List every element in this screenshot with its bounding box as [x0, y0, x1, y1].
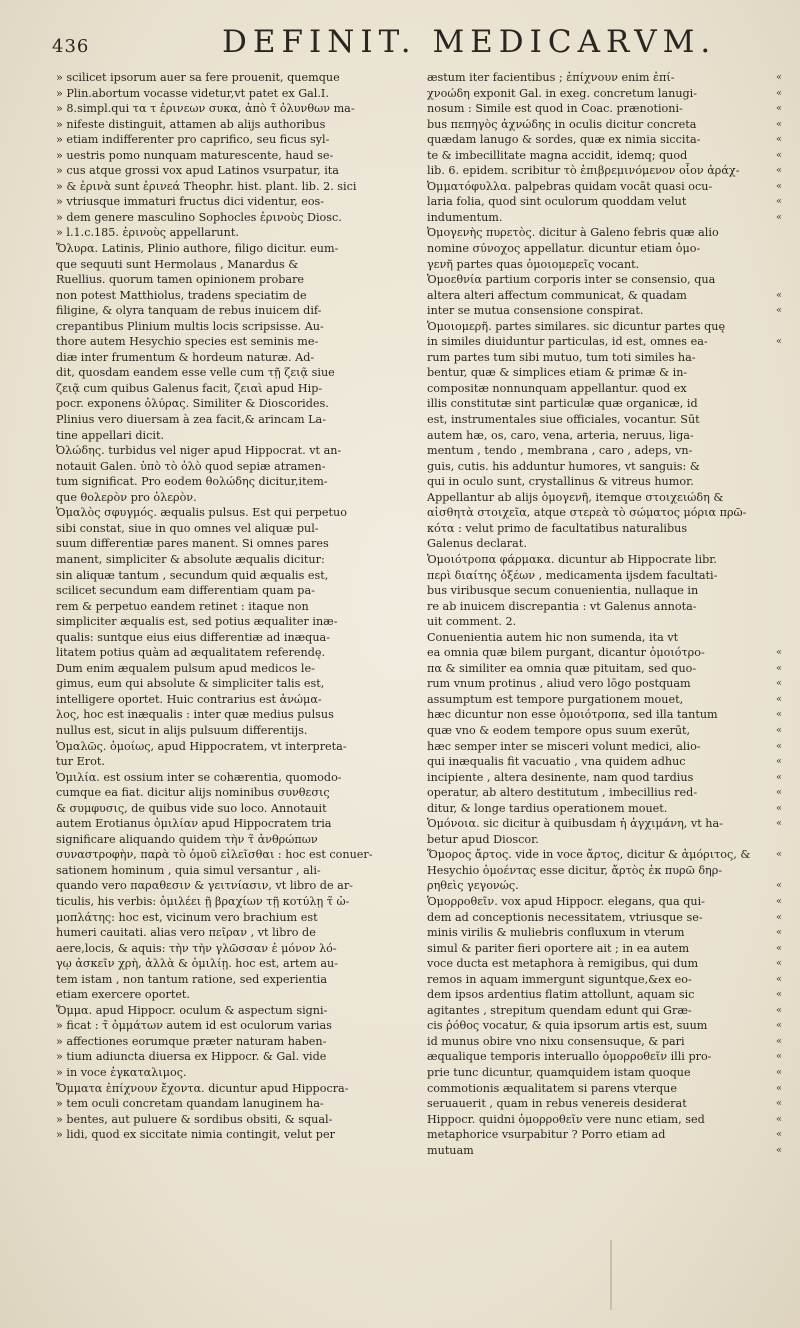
- margin-mark: [776, 521, 798, 537]
- text-line: crepantibus Plinium multis locis scripsisse. Au-: [56, 319, 324, 333]
- margin-mark: «: [776, 165, 783, 177]
- text-line: Hesychio ὁμοέντας esse dicitur, ἄρτὸς ἐκ πυρῶ δηρ-: [427, 863, 723, 877]
- text-line: » lidi, quod ex siccitate nimia contingit, velut per: [56, 1128, 335, 1142]
- text-line: simpliciter æqualis est, sed potius æqualiter inæ-: [56, 615, 338, 629]
- text-line: » etiam indifferenter pro caprifico, seu ficus syl-: [56, 133, 330, 147]
- margin-mark: «: [776, 336, 783, 348]
- text-line: suum differentiæ pares manent. Si omnes pares: [56, 537, 329, 551]
- text-line: πα & similiter ea omnia quæ pituitam, sed quo-: [427, 661, 697, 675]
- text-line: Galenus declarat.: [427, 537, 527, 551]
- page-header: [52, 18, 770, 62]
- text-line: dem ipsos ardentius flatim attollunt, aquam sic: [427, 988, 695, 1002]
- text-line: Ὅμορος ἄρτος. vide in voce ἄρτος, dicitur & ἀμόριτος, &: [427, 848, 751, 862]
- margin-mark: «: [776, 1098, 783, 1110]
- text-line: uit comment. 2.: [427, 615, 517, 629]
- text-line: humeri cauitati. alias vero πεῖραν , vt libro de: [56, 926, 316, 940]
- margin-mark: [776, 505, 798, 521]
- text-line: » bentes, aut puluere & sordibus obsiti, & squal-: [56, 1112, 333, 1126]
- text-line: » in voce ἐγκαταλιμος.: [56, 1066, 187, 1079]
- margin-mark: «: [776, 149, 783, 161]
- text-line: lib. 6. epidem. scribitur τὸ ἐπιβρεμινόμενον οἷον ἀράχ-: [427, 164, 740, 178]
- margin-mark: «: [776, 662, 783, 674]
- margin-mark: [776, 459, 798, 475]
- text-line: » tium adiuncta diuersa ex Hippocr. & Gal. vide: [56, 1050, 327, 1064]
- margin-mark: [776, 257, 798, 273]
- right-margin-quote-marks: [776, 70, 798, 1320]
- text-line: æqualique temporis interuallo ὁμορροθεῖν illi pro-: [427, 1050, 712, 1064]
- text-line: gimus, eum qui absolute & simpliciter talis est,: [56, 677, 325, 691]
- text-line: operatur, ab altero destitutum , imbecillius red-: [427, 786, 698, 800]
- text-line: nomine σύνοχος appellatur. dicuntur etiam ὁμο-: [427, 242, 701, 256]
- margin-mark: «: [776, 1113, 783, 1125]
- text-line: γενῆ partes quas ὁμοιομερεῖς vocant.: [427, 257, 640, 271]
- text-line: χνοώδη exponit Gal. in exeg. concretum lanugi-: [427, 86, 698, 100]
- text-line: scilicet secundum eam differentiam quam pa-: [56, 584, 315, 598]
- text-line: litatem potius quàm ad æqualitatem referendę.: [56, 646, 326, 660]
- margin-mark: [776, 241, 798, 257]
- text-line: tine appellari dicit.: [56, 428, 165, 442]
- margin-mark: «: [776, 771, 783, 783]
- margin-mark: «: [776, 72, 783, 83]
- text-line: hæc semper inter se misceri volunt medici, alio-: [427, 739, 701, 753]
- margin-mark: «: [776, 927, 783, 939]
- margin-mark: «: [776, 880, 783, 892]
- text-line: γῳ ἀσκεῖν χρὴ, ἀλλὰ & ὁμιλίῃ. hoc est, artem au-: [56, 957, 338, 971]
- margin-mark: [776, 319, 798, 335]
- margin-mark: «: [776, 1035, 783, 1047]
- text-line: » ficat : τ̃ ὀμμάτων autem id est oculorum varias: [56, 1019, 332, 1033]
- text-line: hæc dicuntur non esse ὁμοιότροπα, sed illa tantum: [427, 708, 718, 722]
- text-line: Ὄμμα. apud Hippocr. oculum & aspectum signi-: [56, 1003, 328, 1017]
- text-line: aere,locis, & aquis: τὴν τὴν γλῶσσαν ἐ μόνον λό-: [56, 941, 337, 955]
- text-line: αἰσθητὰ στοιχεῖα, atque στερεὰ τὸ σώματος μόρια πρῶ-: [427, 506, 747, 520]
- text-line: Dum enim æqualem pulsum apud medicos le-: [56, 661, 315, 675]
- text-line: nosum : Simile est quod in Coac. prænotioni-: [427, 102, 683, 116]
- margin-mark: «: [776, 989, 783, 1001]
- margin-mark: «: [776, 942, 783, 954]
- text-line: quando vero παραθεσιν & γειτνίασιν, vt libro de ar-: [56, 879, 353, 893]
- text-line: Ὄλυρα. Latinis, Plinio authore, filigo dicitur. eum-: [56, 242, 339, 256]
- text-line: tem istam , non tantum ratione, sed experientia: [56, 972, 328, 986]
- text-line: significare aliquando quidem τὴν τ̃ ἀνθρώπων: [56, 832, 318, 846]
- text-line: notauit Galen. ὑπὸ τὸ ὀλὸ quod sepiæ atramen-: [56, 459, 326, 473]
- text-line: simul & pariter fieri oportere ait ; in ea autem: [427, 941, 690, 955]
- text-line: est, instrumentales siue officiales, vocantur. Sūt: [427, 413, 700, 427]
- text-line: manent, simpliciter & absolute æqualis dicitur:: [56, 552, 325, 566]
- right-column: [427, 70, 773, 1320]
- margin-mark: [776, 630, 798, 646]
- margin-mark: [776, 832, 798, 848]
- text-line: » uestris pomo nunquam maturescente, haud se-: [56, 148, 334, 162]
- margin-mark: «: [776, 756, 783, 768]
- text-line: cis ῥόθος vocatur, & quia ipsorum artis est, suum: [427, 1019, 708, 1033]
- text-line: qualis: suntque eius eius differentiæ ad inæqua-: [56, 630, 330, 644]
- text-line: ticulis, his verbis: ὁμιλέει ῇ βραχίων τῇ κοτύλῃ τ̃ ὠ-: [56, 894, 350, 908]
- text-line: ρηθεὶς γεγονώς.: [427, 879, 519, 893]
- text-line: te & imbecillitate magna accidit, idemq; quod: [427, 148, 688, 162]
- text-line: » nifeste distinguit, attamen ab alijs authoribus: [56, 117, 326, 131]
- margin-mark: [776, 474, 798, 490]
- text-line: λος, hoc est inæqualis : inter quæ medius pulsus: [56, 708, 334, 722]
- text-line: » Plin.abortum vocasse videtur,vt patet ex Gal.I.: [56, 86, 329, 100]
- text-line: mentum , tendo , membrana , caro , adeps, vn-: [427, 444, 693, 458]
- margin-mark: «: [776, 802, 783, 814]
- text-line: » l.1.c.185. ἐρινοὺς appellarunt.: [56, 226, 239, 240]
- margin-mark: [776, 583, 798, 599]
- text-line: laria folia, quod sint oculorum quoddam velut: [427, 195, 687, 209]
- text-line: συναστροφὴν, παρὰ τὸ ὁμοῦ εἰλεῖσθαι : hoc est conuer-: [56, 848, 373, 862]
- text-line: pocr. exponens ὀλύρας. Similiter & Dioscorides.: [56, 397, 329, 411]
- text-line: commotionis æqualitatem si parens vterque: [427, 1081, 677, 1095]
- text-line: altera alteri affectum communicat, & quadam: [427, 288, 687, 302]
- margin-mark: «: [776, 1004, 783, 1016]
- text-line: cumque ea fiat. dicitur alijs nominibus συνθεσις: [56, 786, 330, 800]
- text-line: Ὀμματόφυλλα. palpebras quidam vocāt quasi ocu-: [427, 179, 713, 193]
- text-line: assumptum est tempore purgationem mouet,: [427, 692, 684, 706]
- text-line: incipiente , altera desinente, nam quod tardius: [427, 770, 694, 784]
- text-line: sationem hominum , quia simul versantur , ali-: [56, 863, 321, 877]
- text-line: quæ vno & eodem tempore opus suum exerūt,: [427, 723, 691, 737]
- text-line: compositæ nonnunquam appellantur. quod ex: [427, 381, 687, 395]
- margin-mark: [776, 381, 798, 397]
- text-line: minis virilis & muliebris confluxum in vterum: [427, 926, 685, 940]
- margin-mark: «: [776, 305, 783, 317]
- text-line: » vtriusque immaturi fructus dici videntur, eos-: [56, 195, 325, 209]
- margin-mark: «: [776, 740, 783, 752]
- text-line: περὶ διαίτης ὀξέων , medicamenta ijsdem facultati-: [427, 568, 718, 582]
- text-line: quædam lanugo & sordes, quæ ex nimia siccita-: [427, 133, 701, 147]
- text-line: Ὀλώδης. turbidus vel niger apud Hippocrat. vt an-: [56, 444, 342, 458]
- text-line: autem Erotianus ὁμιλίαν apud Hippocratem tria: [56, 817, 332, 831]
- margin-mark: «: [776, 709, 783, 721]
- text-line: thore autem Hesychio species est seminis me-: [56, 335, 319, 349]
- text-line: que θολερὸν pro ὀλερὸν.: [56, 490, 197, 504]
- margin-mark: «: [776, 1082, 783, 1094]
- text-line: guis, cutis. his adduntur humores, vt sanguis: &: [427, 459, 700, 473]
- text-line: intelligere oportet. Huic contrarius est ἀνώμα-: [56, 692, 322, 706]
- text-line: dit, quosdam eandem esse velle cum τῇ ζειᾷ siue: [56, 366, 335, 380]
- text-line: inter se mutua consensione conspirat.: [427, 304, 644, 318]
- margin-mark: «: [776, 647, 783, 659]
- margin-mark: «: [776, 958, 783, 970]
- text-line: æstum iter facientibus ; ἐπίχνουν enim ἐπί-: [427, 71, 675, 84]
- margin-mark: «: [776, 693, 783, 705]
- text-line: re ab inuicem discrepantia : vt Galenus annota-: [427, 599, 697, 613]
- margin-mark: «: [776, 1020, 783, 1032]
- text-line: Ὁμαλῶς. ὁμοίως, apud Hippocratem, vt interpreta-: [56, 739, 347, 753]
- text-line: μοπλάτης: hoc est, vicinum vero brachium est: [56, 910, 318, 924]
- margin-mark: «: [776, 289, 783, 301]
- text-line: Ὁμοιομερῆ. partes similares. sic dicuntur partes quę: [427, 319, 726, 333]
- text-line: Ὁμαλὸς σφυγμός. æqualis pulsus. Est qui perpetuo: [56, 506, 347, 520]
- margin-mark: «: [776, 895, 783, 907]
- margin-mark: «: [776, 1051, 783, 1063]
- text-line: in similes diuiduntur particulas, id est, omnes ea-: [427, 335, 708, 349]
- margin-mark: [776, 536, 798, 552]
- text-line: rum partes tum sibi mutuo, tum toti similes ha-: [427, 350, 696, 364]
- text-line: remos in aquam immergunt siguntque,&ex eo-: [427, 972, 692, 986]
- text-line: bus viribusque secum conuenientia, nullaque in: [427, 584, 699, 598]
- running-title: DEFINIT. MEDICARVM.: [222, 24, 717, 60]
- text-line: Ὁμορροθεῖν. vox apud Hippocr. elegans, qua qui-: [427, 894, 705, 908]
- margin-mark: [776, 396, 798, 412]
- text-line: betur apud Dioscor.: [427, 832, 539, 846]
- margin-mark: [776, 272, 798, 288]
- text-line: » scilicet ipsorum auer sa fere prouenit, quemque: [56, 71, 340, 84]
- text-line: Conuenientia autem hic non sumenda, ita vt: [427, 630, 679, 644]
- text-line: ditur, & longe tardius operationem mouet.: [427, 801, 668, 815]
- text-line: Ὀμογενὴς πυρετὸς. dicitur à Galeno febris quæ alio: [427, 226, 719, 240]
- margin-mark: «: [776, 87, 783, 99]
- text-line: id munus obire vno nixu consensuque, & pari: [427, 1034, 685, 1048]
- margin-mark: «: [776, 849, 783, 861]
- margin-mark: «: [776, 724, 783, 736]
- text-line: nullus est, sicut in alijs pulsuum differentijs.: [56, 723, 308, 737]
- margin-mark: [776, 863, 798, 879]
- margin-mark: «: [776, 180, 783, 192]
- margin-mark: «: [776, 787, 783, 799]
- text-line: rem & perpetuo eandem retinet : itaque non: [56, 599, 309, 613]
- text-line: tum significat. Pro eodem θολώδης dicitur,item-: [56, 475, 328, 489]
- margin-mark: «: [776, 678, 783, 690]
- text-line: ea omnia quæ bilem purgant, dicantur ὁμοιότρο-: [427, 646, 705, 660]
- margin-mark: «: [776, 196, 783, 208]
- margin-mark: [776, 443, 798, 459]
- margin-mark: «: [776, 911, 783, 923]
- text-line: qui inæqualis fit vacuatio , vna quidem adhuc: [427, 755, 686, 769]
- text-line: seruauerit , quam in rebus venereis desiderat: [427, 1097, 687, 1111]
- text-line: filigine, & olyra tanquam de rebus inuicem dif-: [56, 304, 322, 318]
- text-line: tur Erot.: [56, 755, 105, 769]
- text-line: κότα : velut primo de facultatibus naturalibus: [427, 521, 688, 535]
- margin-mark: «: [776, 103, 783, 115]
- text-line: illis constitutæ sint particulæ quæ organicæ, id: [427, 397, 698, 411]
- margin-mark: «: [776, 134, 783, 146]
- margin-mark: [776, 490, 798, 506]
- text-line: Ὁμοεθνία partium corporis inter se consensio, qua: [427, 273, 716, 287]
- margin-mark: [776, 599, 798, 615]
- text-line: sibi constat, siue in quo omnes vel aliquæ pul-: [56, 521, 319, 535]
- margin-mark: «: [776, 818, 783, 830]
- text-line: indumentum.: [427, 210, 503, 224]
- text-line: dem ad conceptionis necessitatem, vtriusque se-: [427, 910, 703, 924]
- text-line: autem hæ, os, caro, vena, arteria, neruus, liga-: [427, 428, 694, 442]
- text-line: Plinius vero diuersam à zea facit,& arincam La-: [56, 413, 327, 427]
- left-column: [56, 70, 401, 1320]
- margin-mark: [776, 552, 798, 568]
- text-line: » dem genere masculino Sophocles ἐρινοὺς Diosc.: [56, 210, 342, 224]
- margin-mark: [776, 225, 798, 241]
- text-line: & συμφυσις, de quibus vide suo loco. Annotauit: [56, 801, 327, 815]
- page-number: 436: [52, 36, 90, 57]
- text-line: que sequuti sunt Hermolaus , Manardus &: [56, 257, 299, 271]
- text-line: etiam exercere oportet.: [56, 988, 190, 1002]
- text-line: Appellantur ab alijs ὁμογενῆ, itemque στοιχειώδη &: [427, 490, 724, 504]
- margin-mark: «: [776, 118, 783, 130]
- text-line: » tem oculi concretam quandam lanuginem ha-: [56, 1097, 324, 1111]
- margin-mark: [776, 614, 798, 630]
- margin-mark: [776, 1158, 798, 1174]
- text-line: Ὄμματα ἐπίχνουν ἔχοντα. dicuntur apud Hippocra-: [56, 1081, 349, 1095]
- text-line: qui in oculo sunt, crystallinus & vitreus humor.: [427, 475, 694, 489]
- text-line: Ruellius. quorum tamen opinionem probare: [56, 273, 305, 287]
- margin-mark: «: [776, 1144, 783, 1156]
- margin-mark: «: [776, 973, 783, 985]
- text-line: bus πεπηγὸς ἀχνώδης in oculis dicitur concreta: [427, 117, 697, 131]
- margin-mark: [776, 365, 798, 381]
- page-crease: [610, 1240, 612, 1310]
- text-line: diæ inter frumentum & hordeum naturæ. Ad-: [56, 350, 315, 364]
- text-line: Ὁμιλία. est ossium inter se cohærentia, quomodo-: [56, 770, 342, 784]
- text-line: mutuam: [427, 1143, 474, 1157]
- margin-mark: [776, 568, 798, 584]
- text-line: rum vnum protinus , aliud vero lōgo postquam: [427, 677, 691, 691]
- text-line: Ὁμόνοια. sic dicitur à quibusdam ἡ ἀγχιμάνη, vt ha-: [427, 817, 723, 831]
- text-line: Ὁμοιότροπα φάρμακα. dicuntur ab Hippocrate libr.: [427, 552, 717, 566]
- text-line: non potest Matthiolus, tradens speciatim de: [56, 288, 307, 302]
- text-line: » 8.simpl.qui τα τ ἐρινεων συκα, ἀπὸ τ̃ ὀλυνθων ma-: [56, 102, 355, 116]
- margin-mark: [776, 428, 798, 444]
- text-line: » affectiones eorumque præter naturam haben-: [56, 1034, 327, 1048]
- margin-mark: «: [776, 211, 783, 223]
- text-line: » & ἐρινὰ sunt ἐρινεά Theophr. hist. plant. lib. 2. sici: [56, 179, 357, 193]
- margin-mark: «: [776, 1129, 783, 1141]
- text-line: bentur, quæ & simplices etiam & primæ & in-: [427, 366, 688, 380]
- margin-mark: [776, 412, 798, 428]
- text-line: sin aliquæ tantum , secundum quid æqualis est,: [56, 568, 329, 582]
- text-line: voce ducta est metaphora à remigibus, qui dum: [427, 957, 699, 971]
- text-line: metaphorice vsurpabitur ? Porro etiam ad: [427, 1128, 666, 1142]
- text-line: agitantes , strepitum quendam edunt qui Græ-: [427, 1003, 692, 1017]
- text-line: Hippocr. quidni ὁμορροθεῖν vere nunc etiam, sed: [427, 1112, 705, 1126]
- margin-mark: [776, 350, 798, 366]
- text-line: » cus atque grossi vox apud Latinos vsurpatur, ita: [56, 164, 339, 178]
- text-line: ζειᾷ cum quibus Galenus facit, ζειαὶ apud Hip-: [56, 381, 323, 395]
- text-line: prie tunc dicuntur, quamquidem istam quoque: [427, 1066, 691, 1079]
- margin-mark: «: [776, 1067, 783, 1078]
